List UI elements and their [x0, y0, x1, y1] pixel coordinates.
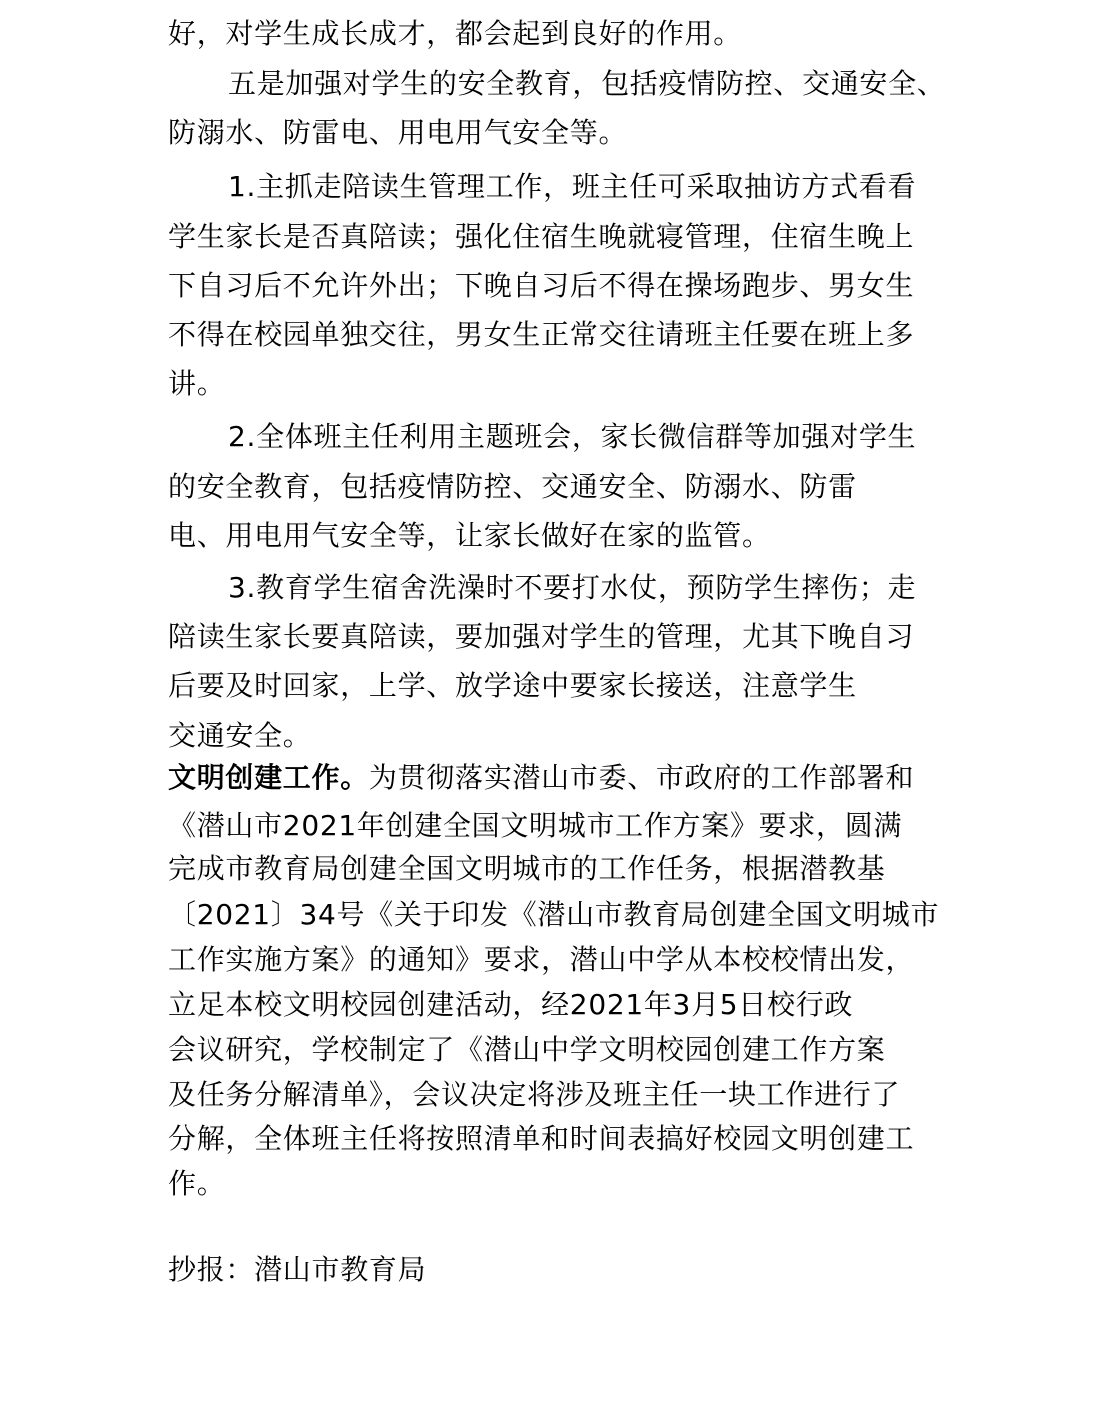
- text-line: 讲。: [168, 367, 226, 400]
- text-line: 1.主抓走陪读生管理工作，班主任可采取抽访方式看看: [228, 170, 917, 203]
- text-line: 立足本校文明校园创建活动，经2021年3月5日校行政: [168, 988, 854, 1021]
- text-line: 不得在校园单独交往，男女生正常交往请班主任要在班上多: [168, 318, 915, 351]
- text-line: 电、用电用气安全等，让家长做好在家的监管。: [168, 519, 771, 552]
- text-line: 好，对学生成长成才，都会起到良好的作用。: [168, 17, 743, 50]
- text-line: 会议研究，学校制定了《潜山中学文明校园创建工作方案: [168, 1033, 886, 1066]
- text-line: 交通安全。: [168, 719, 312, 752]
- text-line: 下自习后不允许外出；下晚自习后不得在操场跑步、男女生: [168, 269, 915, 302]
- civilization-intro-line: [168, 758, 914, 798]
- cc-line: [168, 1250, 426, 1290]
- text-line: 2.全体班主任利用主题班会，家长微信群等加强对学生: [228, 420, 917, 453]
- text-line: 陪读生家长要真陪读，要加强对学生的管理，尤其下晚自习: [168, 620, 915, 653]
- text-line: 防溺水、防雷电、用电用气安全等。: [168, 116, 628, 149]
- text-line: 作。: [168, 1167, 226, 1200]
- cc-recipient: 潜山市教育局: [254, 1253, 427, 1286]
- text-line: 学生家长是否真陪读；强化住宿生晚就寝管理，住宿生晚上: [168, 220, 915, 253]
- text-line: 〔2021〕34号《关于印发《潜山市教育局创建全国文明城市: [168, 898, 940, 931]
- text-line: 《潜山市2021年创建全国文明城市工作方案》要求，圆满: [168, 809, 903, 842]
- text-line: 五是加强对学生的安全教育，包括疫情防控、交通安全、: [228, 67, 946, 100]
- text-line: 工作实施方案》的通知》要求，潜山中学从本校校情出发，: [168, 943, 915, 976]
- section-heading: 文明创建工作。: [168, 761, 369, 794]
- text-line: 3.教育学生宿舍洗澡时不要打水仗，预防学生摔伤；走: [228, 571, 917, 604]
- text-line: 的安全教育，包括疫情防控、交通安全、防溺水、防雷: [168, 470, 857, 503]
- text-line: 完成市教育局创建全国文明城市的工作任务，根据潜教基: [168, 852, 886, 885]
- section-text: 为贯彻落实潜山市委、市政府的工作部署和: [368, 761, 915, 794]
- text-line: 及任务分解清单》，会议决定将涉及班主任一块工作进行了: [168, 1078, 901, 1111]
- text-line: 分解，全体班主任将按照清单和时间表搞好校园文明创建工: [168, 1122, 915, 1155]
- text-line: 后要及时回家，上学、放学途中要家长接送，注意学生: [168, 669, 857, 702]
- cc-label: 抄报：: [168, 1253, 255, 1286]
